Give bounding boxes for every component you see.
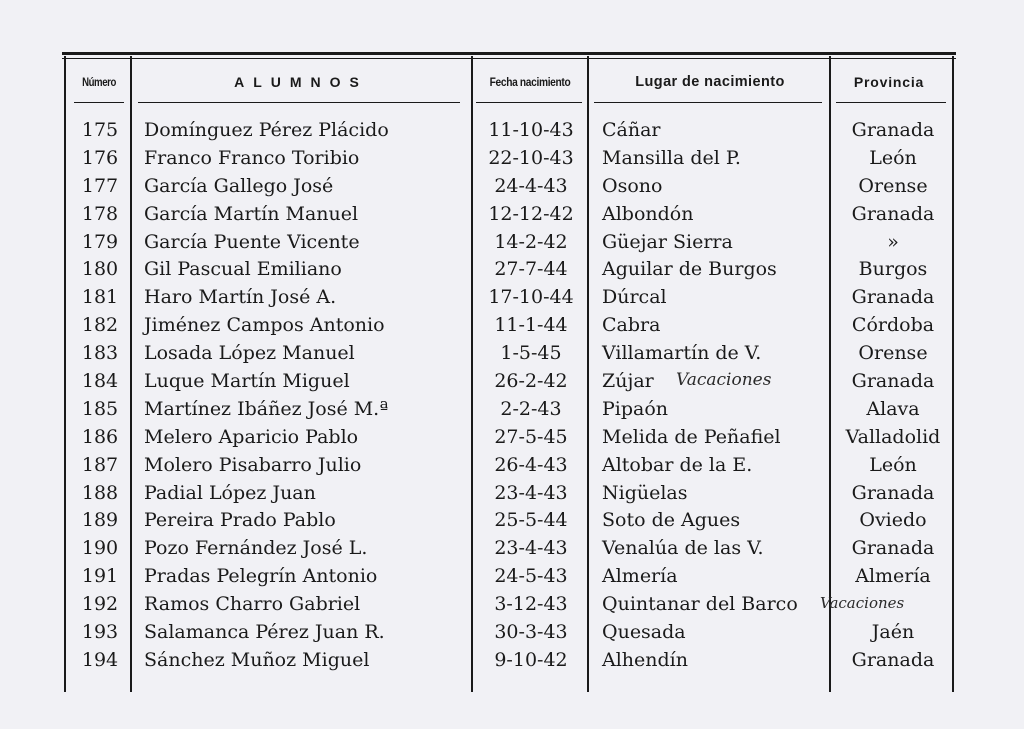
table-row: [62, 451, 956, 479]
student-number: 184: [81, 370, 119, 393]
student-number: 175: [81, 119, 119, 141]
birth-date: 24-4-43: [494, 174, 568, 197]
table-row: [62, 144, 956, 172]
handwritten-note: Vacaciones: [676, 370, 772, 391]
birth-place: Güejar Sierra: [602, 230, 733, 253]
student-number: 194: [81, 648, 119, 671]
birth-place: Mansilla del P.: [602, 146, 741, 169]
student-name: Martínez Ibáñez José M.ª: [144, 397, 389, 420]
student-number: 179: [81, 230, 119, 253]
birth-date: 12-12-42: [488, 202, 574, 225]
student-number: 189: [81, 509, 119, 532]
student-name: Jiménez Campos Antonio: [144, 314, 385, 337]
birth-place: Cabra: [602, 314, 661, 337]
student-number: 176: [81, 146, 119, 169]
table-row: [62, 646, 956, 674]
student-name: Franco Franco Toribio: [144, 146, 360, 169]
header-provincia: Provincia: [853, 74, 925, 90]
student-name: Losada López Manuel: [144, 342, 355, 365]
student-number: 181: [81, 286, 119, 309]
birth-date: 17-10-44: [488, 286, 574, 309]
student-name: García Martín Manuel: [144, 202, 359, 225]
top-rule: [62, 52, 956, 55]
student-name: García Puente Vicente: [144, 230, 360, 253]
birth-place: Soto de Agues: [602, 509, 741, 532]
birth-date: 26-4-43: [494, 453, 568, 476]
header-underline: [74, 102, 124, 103]
province: León: [869, 146, 917, 169]
birth-date: 24-5-43: [494, 565, 568, 588]
birth-place: Osono: [602, 174, 663, 197]
birth-date: 3-12-43: [494, 593, 568, 616]
student-number: 177: [81, 174, 119, 197]
province: Jaén: [871, 621, 915, 644]
province: Córdoba: [851, 314, 935, 337]
birth-date: 30-3-43: [494, 621, 568, 644]
table-row: [62, 200, 956, 228]
student-name: Domínguez Pérez Plácido: [144, 119, 389, 141]
birth-place: Venalúa de las V.: [602, 537, 764, 560]
student-number: 183: [81, 342, 119, 365]
student-name: Gil Pascual Emiliano: [144, 258, 342, 281]
table-row: [62, 311, 956, 339]
province: Granada: [851, 370, 935, 393]
student-number: 180: [81, 258, 119, 281]
birth-place: Quesada: [602, 621, 686, 644]
header-numero: Número: [82, 75, 116, 89]
student-number: 191: [81, 565, 119, 588]
birth-place: Cáñar: [602, 119, 661, 141]
table-body: [62, 116, 956, 674]
student-name: García Gallego José: [144, 174, 334, 197]
student-name: Pradas Pelegrín Antonio: [144, 565, 378, 588]
province: Granada: [851, 648, 935, 671]
birth-place: Nigüelas: [602, 481, 688, 504]
birth-date: 23-4-43: [494, 481, 568, 504]
student-number: 192: [81, 593, 119, 616]
province: Orense: [858, 174, 928, 197]
table-row: [62, 367, 956, 395]
province: Granada: [851, 286, 935, 309]
province: Oviedo: [859, 509, 927, 532]
birth-date: 9-10-42: [494, 648, 568, 671]
header-underline: [594, 102, 822, 103]
handwritten-note: Vacaciones: [820, 594, 905, 613]
province: Granada: [851, 537, 935, 560]
header-alumnos: ALUMNOS: [234, 74, 368, 90]
birth-date: 11-10-43: [488, 119, 574, 141]
table-row: [62, 562, 956, 590]
table-row: [62, 618, 956, 646]
birth-place: Zújar: [602, 370, 654, 393]
birth-date: 14-2-42: [494, 230, 568, 253]
table-row: [62, 339, 956, 367]
birth-place: Pipaón: [602, 397, 669, 420]
birth-date: 23-4-43: [494, 537, 568, 560]
student-number: 182: [81, 314, 119, 337]
birth-place: Altobar de la E.: [602, 453, 753, 476]
table-row: [62, 534, 956, 562]
province: Valladolid: [845, 425, 941, 448]
student-number: 187: [81, 453, 119, 476]
province: Granada: [851, 119, 935, 141]
header-underline: [138, 102, 460, 103]
birth-place: Aguilar de Burgos: [602, 258, 777, 281]
table-row: [62, 283, 956, 311]
birth-date: 1-5-45: [500, 342, 562, 365]
header-fecha-nacimiento: Fecha nacimiento: [489, 75, 571, 89]
province: Granada: [851, 481, 935, 504]
table-row: [62, 228, 956, 256]
birth-date: 27-5-45: [494, 425, 568, 448]
province: Alava: [866, 397, 920, 420]
student-name: Ramos Charro Gabriel: [144, 593, 361, 616]
student-number: 188: [81, 481, 119, 504]
table-row: [62, 172, 956, 200]
student-name: Pereira Prado Pablo: [144, 509, 336, 532]
student-name: Molero Pisabarro Julio: [144, 453, 362, 476]
birth-place: Almería: [602, 565, 678, 588]
birth-date: 25-5-44: [494, 509, 568, 532]
table-row: [62, 479, 956, 507]
province: Almería: [855, 565, 931, 588]
student-number: 185: [81, 397, 119, 420]
header-underline: [836, 102, 946, 103]
table-row: [62, 423, 956, 451]
province: León: [869, 453, 917, 476]
province: Orense: [858, 342, 928, 365]
top-rule-inner: [62, 58, 956, 59]
student-name: Luque Martín Miguel: [144, 370, 350, 393]
header-underline: [476, 102, 582, 103]
province: Granada: [851, 202, 935, 225]
student-name: Salamanca Pérez Juan R.: [144, 621, 385, 644]
student-number: 186: [81, 425, 119, 448]
birth-date: 26-2-42: [494, 370, 568, 393]
student-number: 193: [81, 621, 119, 644]
birth-place: Alhendín: [602, 648, 688, 671]
table-row: [62, 395, 956, 423]
student-number: 190: [81, 537, 119, 560]
header-lugar-nacimiento: Lugar de nacimiento: [635, 74, 785, 90]
student-name: Melero Aparicio Pablo: [144, 425, 359, 448]
birth-place: Villamartín de V.: [602, 342, 762, 365]
table-row: [62, 255, 956, 283]
province: »: [887, 230, 899, 253]
student-name: Pozo Fernández José L.: [144, 537, 368, 560]
birth-date: 22-10-43: [488, 146, 574, 169]
birth-place: Albondón: [602, 202, 694, 225]
birth-place: Dúrcal: [602, 286, 667, 309]
student-name: Sánchez Muñoz Miguel: [144, 648, 370, 671]
birth-date: 11-1-44: [494, 314, 568, 337]
table-row: [62, 506, 956, 534]
birth-date: 2-2-43: [500, 397, 562, 420]
student-register-table: [62, 52, 958, 692]
birth-place: Melida de Peñafiel: [602, 425, 781, 448]
table-row: [62, 116, 956, 144]
student-name: Padial López Juan: [144, 481, 316, 504]
student-name: Haro Martín José A.: [144, 286, 337, 309]
birth-date: 27-7-44: [494, 258, 568, 281]
province: Burgos: [858, 258, 928, 281]
table-row: [62, 590, 956, 618]
student-number: 178: [81, 202, 119, 225]
birth-place: Quintanar del Barco: [602, 593, 798, 616]
